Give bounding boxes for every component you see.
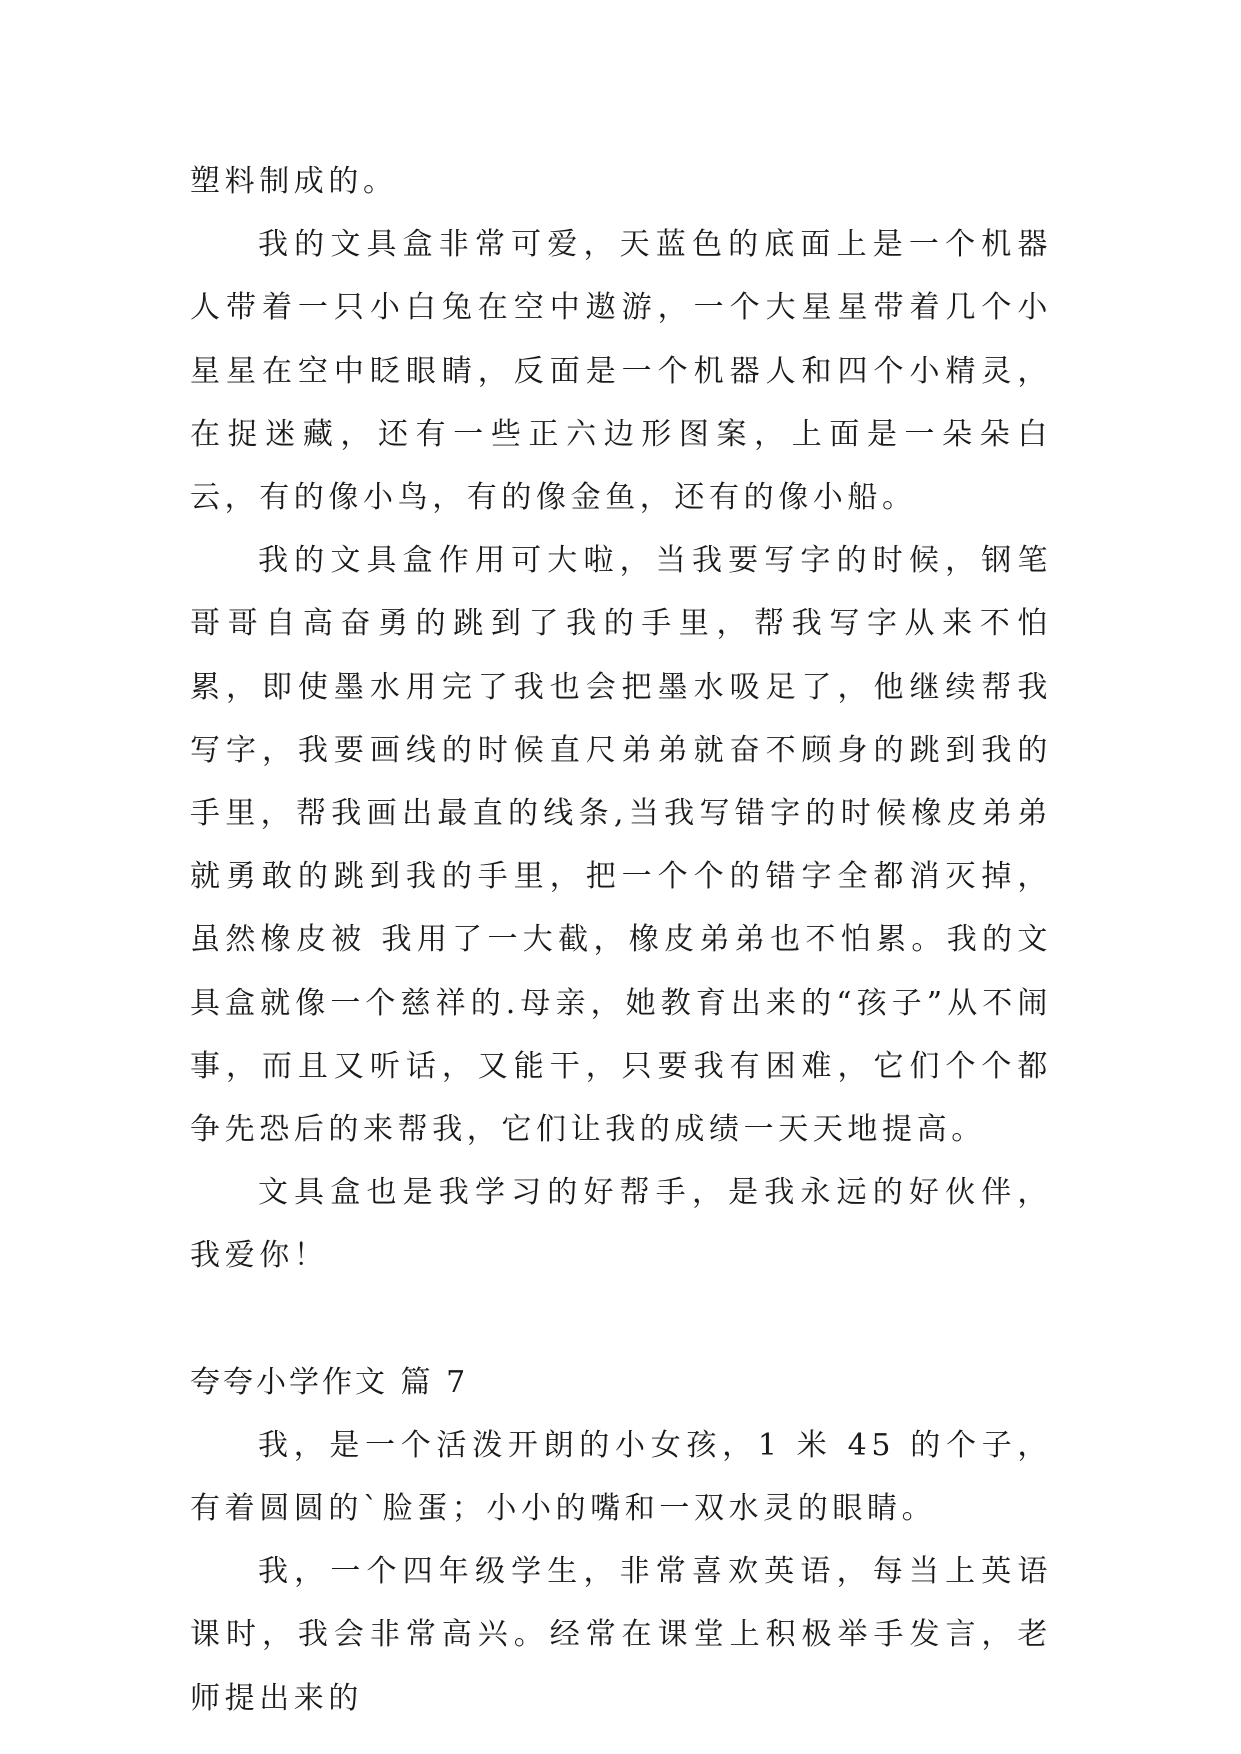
paragraph-conclusion: 文具盒也是我学习的好帮手，是我永远的好伙伴，我爱你！ [190,1175,1052,1274]
paragraph-english-class: 我，一个四年级学生，非常喜欢英语，每当上英语课时，我会非常高兴。经常在课堂上积极举手发言，老师提出来的 [190,1554,1052,1716]
section-title: 夸夸小学作文 篇 7 [190,1364,469,1400]
paragraph-self-introduction: 我，是一个活泼开朗的小女孩，1 米 45 的个子，有着圆圆的`脸蛋；小小的嘴和一双水灵的眼睛。 [190,1427,1052,1527]
document-body [190,150,1052,1730]
paragraph-continuation: 塑料制成的。 [190,164,398,199]
paragraph-pencil-case-appearance: 我的文具盒非常可爱，天蓝色的底面上是一个机器人带着一只小白兔在空中遨游，一个大星星带着几个小星星在空中眨眼睛，反面是一个机器人和四个小精灵，在捉迷藏，还有一些正六边形图案，上面是一朵朵白云，有的像小鸟，有的像金鱼，还有的像小船。 [190,227,1052,516]
paragraph-pencil-case-function: 我的文具盒作用可大啦，当我要写字的时候，钢笔哥哥自高奋勇的跳到了我的手里，帮我写字从来不怕累，即使墨水用完了我也会把墨水吸足了，他继续帮我写字，我要画线的时候直尺弟弟就奋不顾身的跳到我的手里，帮我画出最直的线条,当我写错字的时候橡皮弟弟就勇敢的跳到我的手里，把一个个的错字全都消灭掉，虽然橡皮被 我用了一大截，橡皮弟弟也不怕累。我的文具盒就像一个慈祥的.母亲，她教育出来的“孩子”从不闹事，而且又听话，又能干，只要我有困难，它们个个都争先恐后的来帮我，它们让我的成绩一天天地提高。 [190,543,1052,1148]
